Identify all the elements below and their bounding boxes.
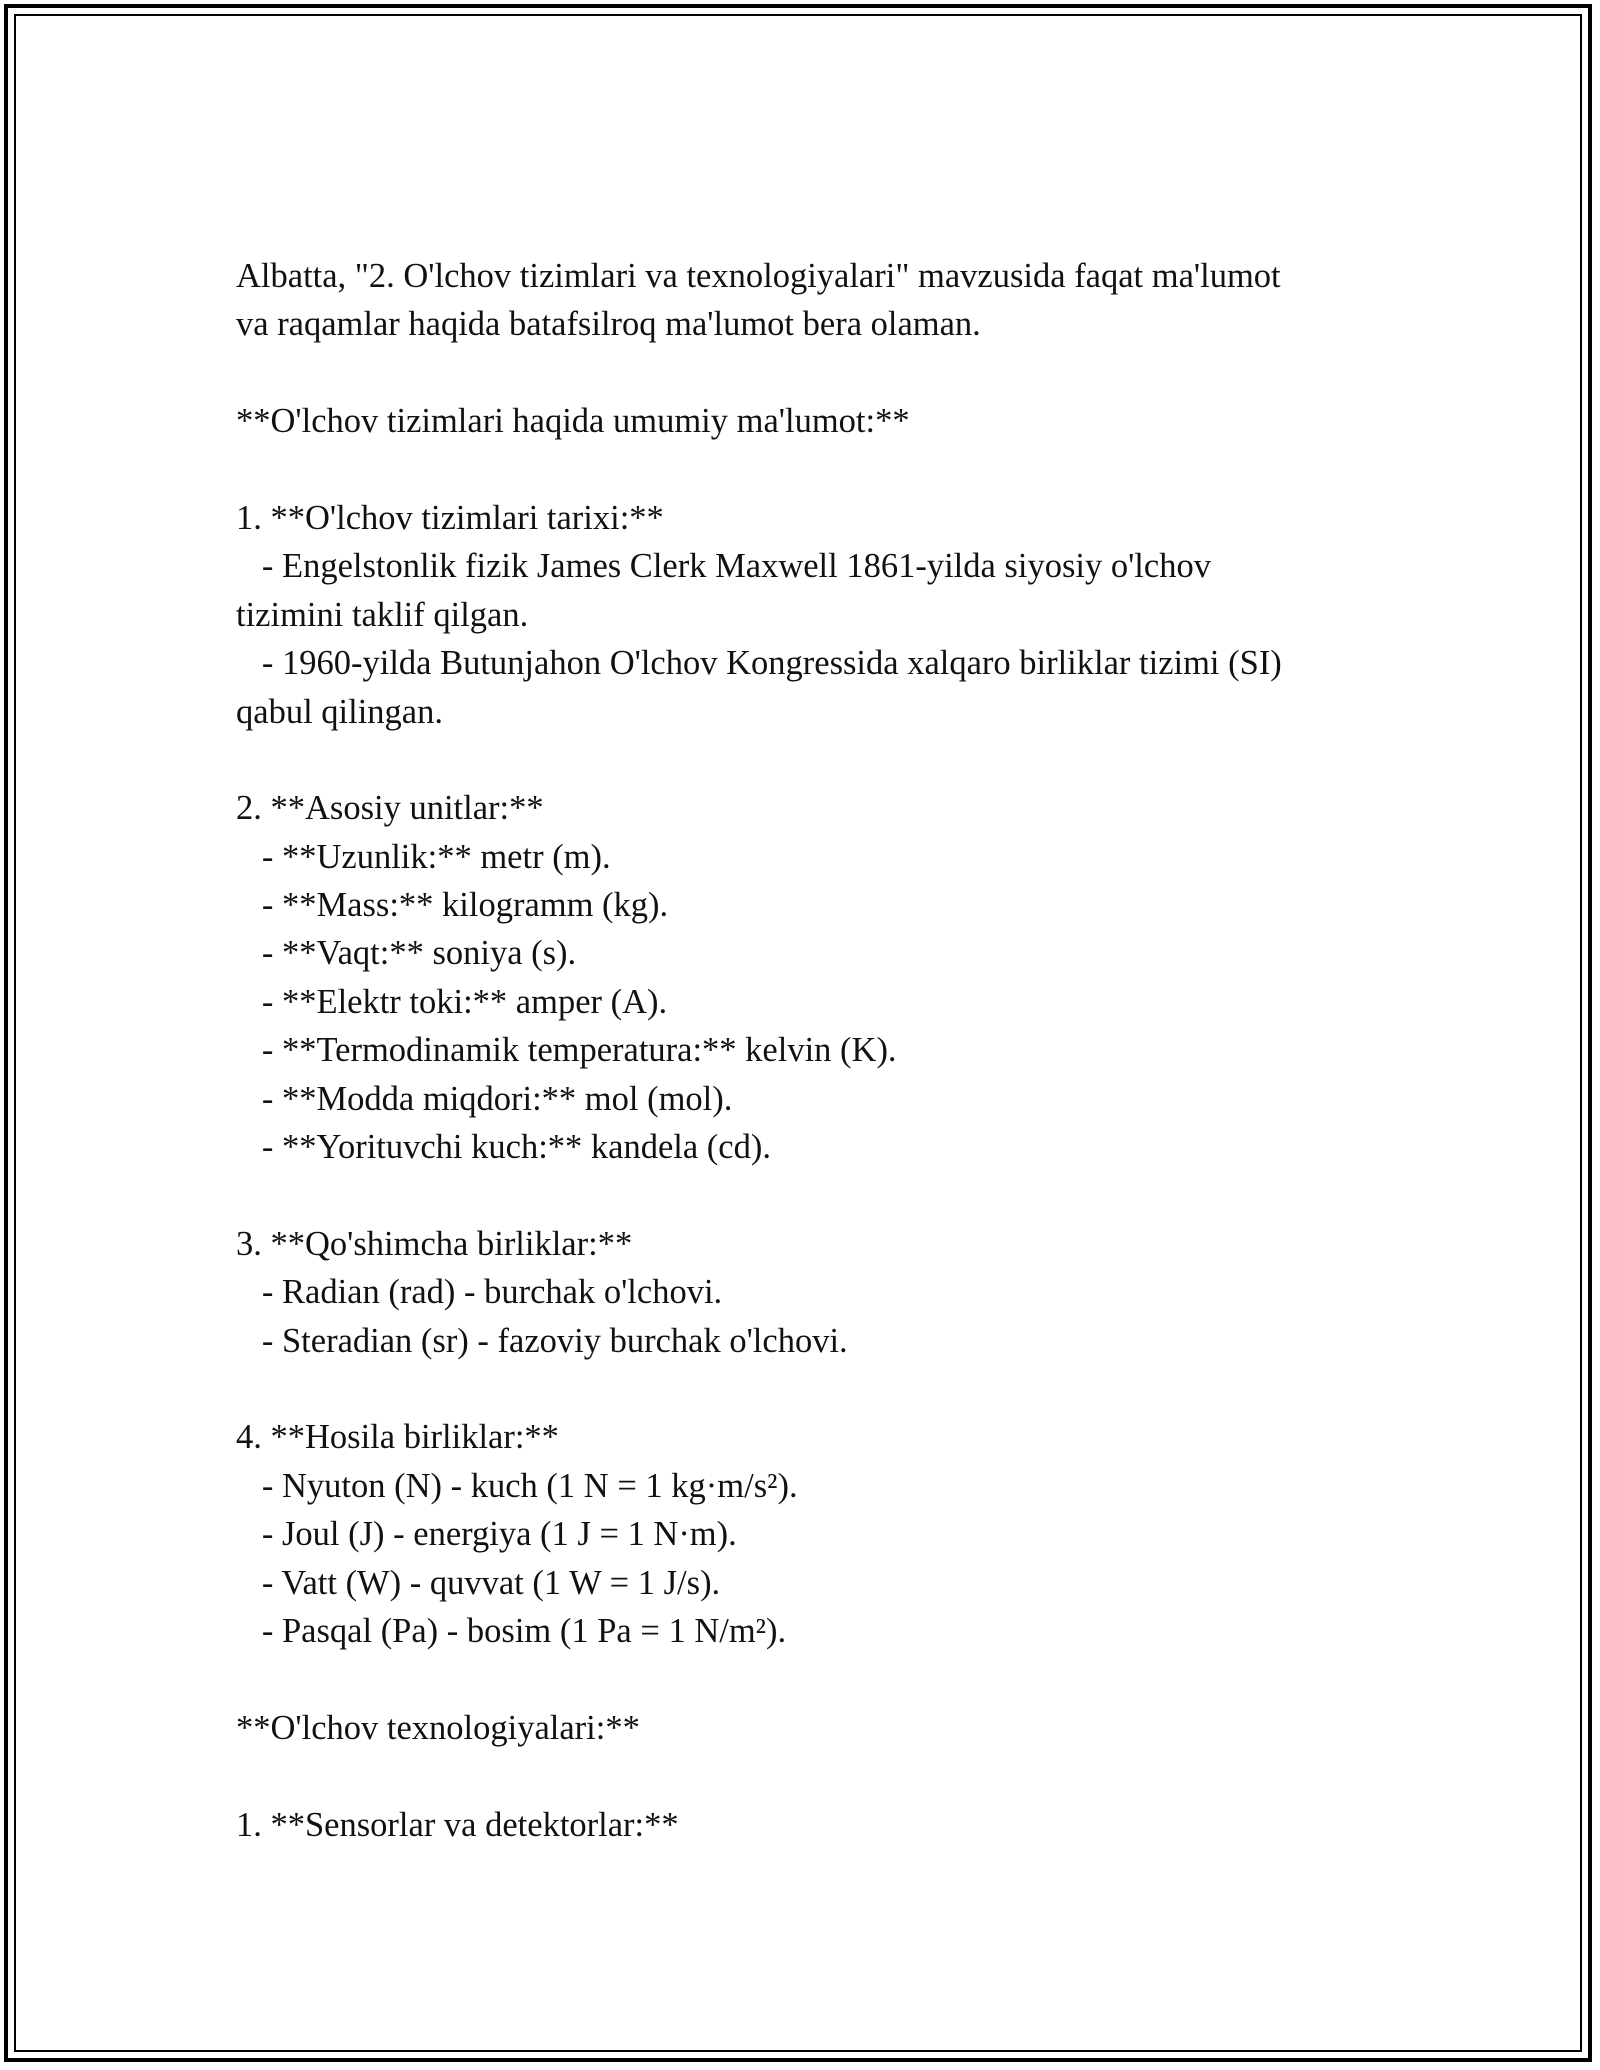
list-item-supplementary: 3. **Qo'shimcha birliklar:** xyxy=(236,1224,633,1263)
supplementary-radian: - Radian (rad) - burchak o'lchovi. xyxy=(236,1273,723,1312)
unit-temperature: - **Termodinamik temperatura:** kelvin (K). xyxy=(236,1031,897,1070)
history-bullet-1: - Engelstonlik fizik James Clerk Maxwell 1861-yilda siyosiy o'lchov xyxy=(236,547,1211,586)
list-item-sensors: 1. **Sensorlar va detektorlar:** xyxy=(236,1805,679,1844)
derived-newton: - Nyuton (N) - kuch (1 N = 1 kg·m/s²). xyxy=(236,1466,798,1505)
list-item-derived: 4. **Hosila birliklar:** xyxy=(236,1418,559,1457)
blank-line xyxy=(236,1655,1376,1703)
section-heading-technologies: **O'lchov texnologiyalari:** xyxy=(236,1708,640,1747)
unit-luminous: - **Yorituvchi kuch:** kandela (cd). xyxy=(236,1128,771,1167)
unit-time: - **Vaqt:** soniya (s). xyxy=(236,934,577,973)
unit-current: - **Elektr toki:** amper (A). xyxy=(236,982,668,1021)
intro-line-2: va raqamlar haqida batafsilroq ma'lumot bera olaman. xyxy=(236,305,981,344)
supplementary-steradian: - Steradian (sr) - fazoviy burchak o'lchovi. xyxy=(236,1321,848,1360)
list-item-base-units: 2. **Asosiy unitlar:** xyxy=(236,789,544,828)
derived-watt: - Vatt (W) - quvvat (1 W = 1 J/s). xyxy=(236,1563,721,1602)
document-body xyxy=(236,252,1376,1849)
list-item-history: 1. **O'lchov tizimlari tarixi:** xyxy=(236,498,664,537)
intro-line-1: Albatta, "2. O'lchov tizimlari va texnologiyalari" mavzusida faqat ma'lumot xyxy=(236,257,1281,295)
derived-joule: - Joul (J) - energiya (1 J = 1 N·m). xyxy=(236,1515,737,1554)
history-bullet-2-cont: qabul qilingan. xyxy=(236,692,443,731)
history-bullet-1-cont: tizimini taklif qilgan. xyxy=(236,595,529,634)
blank-line xyxy=(236,446,1376,494)
unit-length: - **Uzunlik:** metr (m). xyxy=(236,837,611,876)
section-heading-general: **O'lchov tizimlari haqida umumiy ma'lumot:** xyxy=(236,402,910,441)
unit-amount: - **Modda miqdori:** mol (mol). xyxy=(236,1079,733,1118)
unit-mass: - **Mass:** kilogramm (kg). xyxy=(236,886,669,925)
blank-line xyxy=(236,1752,1376,1800)
blank-line xyxy=(236,736,1376,784)
derived-pascal: - Pasqal (Pa) - bosim (1 Pa = 1 N/m²). xyxy=(236,1611,787,1650)
blank-line xyxy=(236,1171,1376,1219)
history-bullet-2: - 1960-yilda Butunjahon O'lchov Kongressida xalqaro birliklar tizimi (SI) xyxy=(236,644,1282,683)
blank-line xyxy=(236,349,1376,397)
blank-line xyxy=(236,1365,1376,1413)
